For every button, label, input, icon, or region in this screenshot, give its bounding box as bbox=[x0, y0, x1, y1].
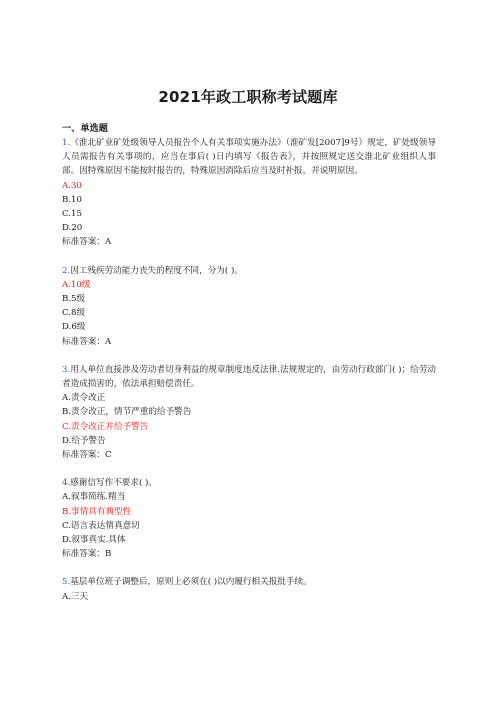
standard-answer bbox=[62, 335, 436, 349]
question-5 bbox=[62, 575, 436, 603]
answer-label: 标准答案： bbox=[62, 549, 105, 560]
option-a: A.三天 bbox=[62, 591, 89, 602]
question-list bbox=[62, 121, 436, 604]
question-stem bbox=[62, 136, 436, 179]
answer-value: C bbox=[104, 450, 112, 461]
answer-label: 标准答案： bbox=[62, 336, 105, 347]
option-a: A.责令改正 bbox=[62, 393, 106, 404]
question-stem bbox=[62, 363, 436, 391]
question-text: 感谢信写作不要求( )。 bbox=[70, 478, 157, 489]
answer-label: 标准答案： bbox=[62, 450, 105, 461]
option-a: A.30 bbox=[62, 180, 82, 191]
option-a: A.10级 bbox=[62, 279, 91, 290]
option-d: D.叙事真实.具体 bbox=[62, 535, 126, 546]
question-stem bbox=[62, 575, 436, 589]
option-c: C.责令改正并给予警告 bbox=[62, 421, 149, 432]
option-d: D.6级 bbox=[62, 322, 86, 333]
question-1 bbox=[62, 136, 436, 250]
section-heading: 一、单选题 bbox=[62, 123, 108, 134]
answer-value: A bbox=[104, 336, 112, 347]
question-text: 《淮北矿业矿处级领导人员报告个人有关事项实施办法》（淮矿发[2007]9号）规定，矿处级领导人员需报告有关事项的，应当在事后( )日内填写《报告表》，并按照规定送交淮北矿业组织人事部。因特殊原因不能按时报告的，特殊原因消除后应当及时补报，并说明原因。 bbox=[62, 138, 436, 177]
standard-answer bbox=[62, 235, 436, 249]
question-number: 3. bbox=[62, 364, 71, 375]
document-title: 2021年政工职称考试题库 bbox=[158, 88, 338, 106]
question-number: 2. bbox=[62, 265, 71, 276]
answer-value: A bbox=[104, 237, 112, 248]
question-text: 基层单位班子调整后，原则上必须在( )以内履行相关报批手续。 bbox=[70, 577, 312, 588]
standard-answer bbox=[62, 448, 436, 462]
question-text: 用人单位直接涉及劳动者切身利益的规章制度违反法律.法规规定的，由劳动行政部门( )；给劳动者造成损害的，依法承担赔偿责任。 bbox=[62, 364, 436, 390]
option-d: D.20 bbox=[62, 223, 83, 234]
option-c: C.15 bbox=[62, 209, 82, 220]
question-number: 4. bbox=[62, 478, 71, 489]
standard-answer bbox=[62, 547, 436, 561]
question-number: 5. bbox=[62, 577, 71, 588]
option-c: C.8级 bbox=[62, 308, 86, 319]
option-a: A.叙事简练.精当 bbox=[62, 492, 126, 503]
option-c: C.语言表达情真意切 bbox=[62, 520, 140, 531]
question-4 bbox=[62, 476, 436, 561]
question-2 bbox=[62, 264, 436, 349]
answer-label: 标准答案： bbox=[62, 237, 105, 248]
question-stem bbox=[62, 264, 436, 278]
question-stem bbox=[62, 476, 436, 490]
question-number: 1. bbox=[62, 138, 71, 148]
question-text: 因工残疾劳动能力丧失的程度不同，分为( )。 bbox=[70, 265, 243, 276]
option-b: B.5级 bbox=[62, 294, 86, 305]
option-b: B.责令改正，情节严重的给予警告 bbox=[62, 407, 192, 418]
answer-value: B bbox=[104, 549, 112, 560]
question-3 bbox=[62, 363, 436, 462]
option-d: D.给予警告 bbox=[62, 435, 106, 446]
option-b: B.10 bbox=[62, 194, 82, 205]
option-b: B.事情具有典型性 bbox=[62, 506, 132, 517]
